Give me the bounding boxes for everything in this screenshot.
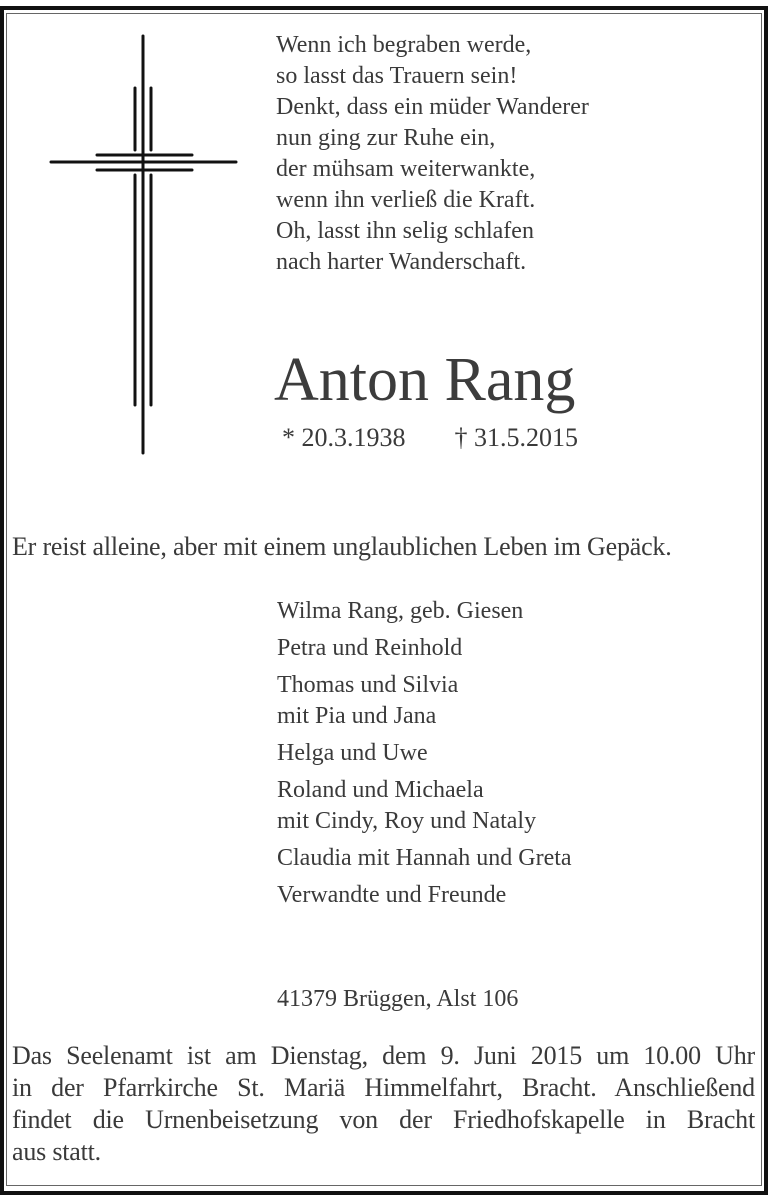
service-line: aus statt. — [12, 1137, 101, 1166]
service-notice — [12, 1040, 755, 1168]
service-line: Das Seelenamt ist am Dienstag, dem 9. Juni 2015 um 10.00 Uhr — [12, 1041, 755, 1070]
mourner-line: mit Pia und Jana — [277, 703, 437, 729]
service-line: in der Pfarrkirche St. Mariä Himmelfahrt, Bracht. Anschließend — [12, 1073, 755, 1102]
mourner-entry — [277, 633, 572, 664]
poem-line: nun ging zur Ruhe ein, — [276, 125, 496, 151]
mourner-entry — [277, 880, 572, 911]
poem-line: nach harter Wanderschaft. — [276, 249, 527, 275]
birth-date: * 20.3.1938 — [282, 423, 406, 452]
life-dates — [282, 422, 578, 454]
mourner-line: Verwandte und Freunde — [277, 882, 507, 908]
mourner-line: Roland und Michaela — [277, 777, 484, 803]
service-line: findet die Urnenbeisetzung von der Friedhofskapelle in Bracht — [12, 1105, 755, 1134]
poem-line: der mühsam weiterwankte, — [276, 156, 536, 182]
mourner-line: Claudia mit Hannah und Greta — [277, 845, 572, 871]
mourner-line: Helga und Uwe — [277, 740, 428, 766]
poem-line: Oh, lasst ihn selig schlafen — [276, 218, 534, 244]
poem-line: Wenn ich begraben werde, — [276, 32, 532, 58]
motto: Er reist alleine, aber mit einem unglaublichen Leben im Gepäck. — [12, 532, 672, 561]
mourner-line: Wilma Rang, geb. Giesen — [277, 598, 524, 624]
mourner-entry — [277, 843, 572, 874]
cross-icon — [0, 0, 260, 470]
mourner-line: Thomas und Silvia — [277, 672, 459, 698]
mourner-entry — [277, 596, 572, 627]
poem-line: wenn ihn verließ die Kraft. — [276, 187, 536, 213]
poem — [276, 30, 589, 278]
mourner-line: Petra und Reinhold — [277, 635, 463, 661]
mourner-entry — [277, 775, 572, 837]
poem-line: Denkt, dass ein müder Wanderer — [276, 94, 589, 120]
deceased-name: Anton Rang — [274, 346, 576, 414]
mourner-line: mit Cindy, Roy und Nataly — [277, 808, 537, 834]
poem-line: so lasst das Trauern sein! — [276, 63, 518, 89]
mourners-list — [277, 596, 572, 917]
mourner-entry — [277, 738, 572, 769]
mourner-entry — [277, 670, 572, 732]
death-date: † 31.5.2015 — [454, 423, 578, 452]
address: 41379 Brüggen, Alst 106 — [277, 986, 519, 1012]
